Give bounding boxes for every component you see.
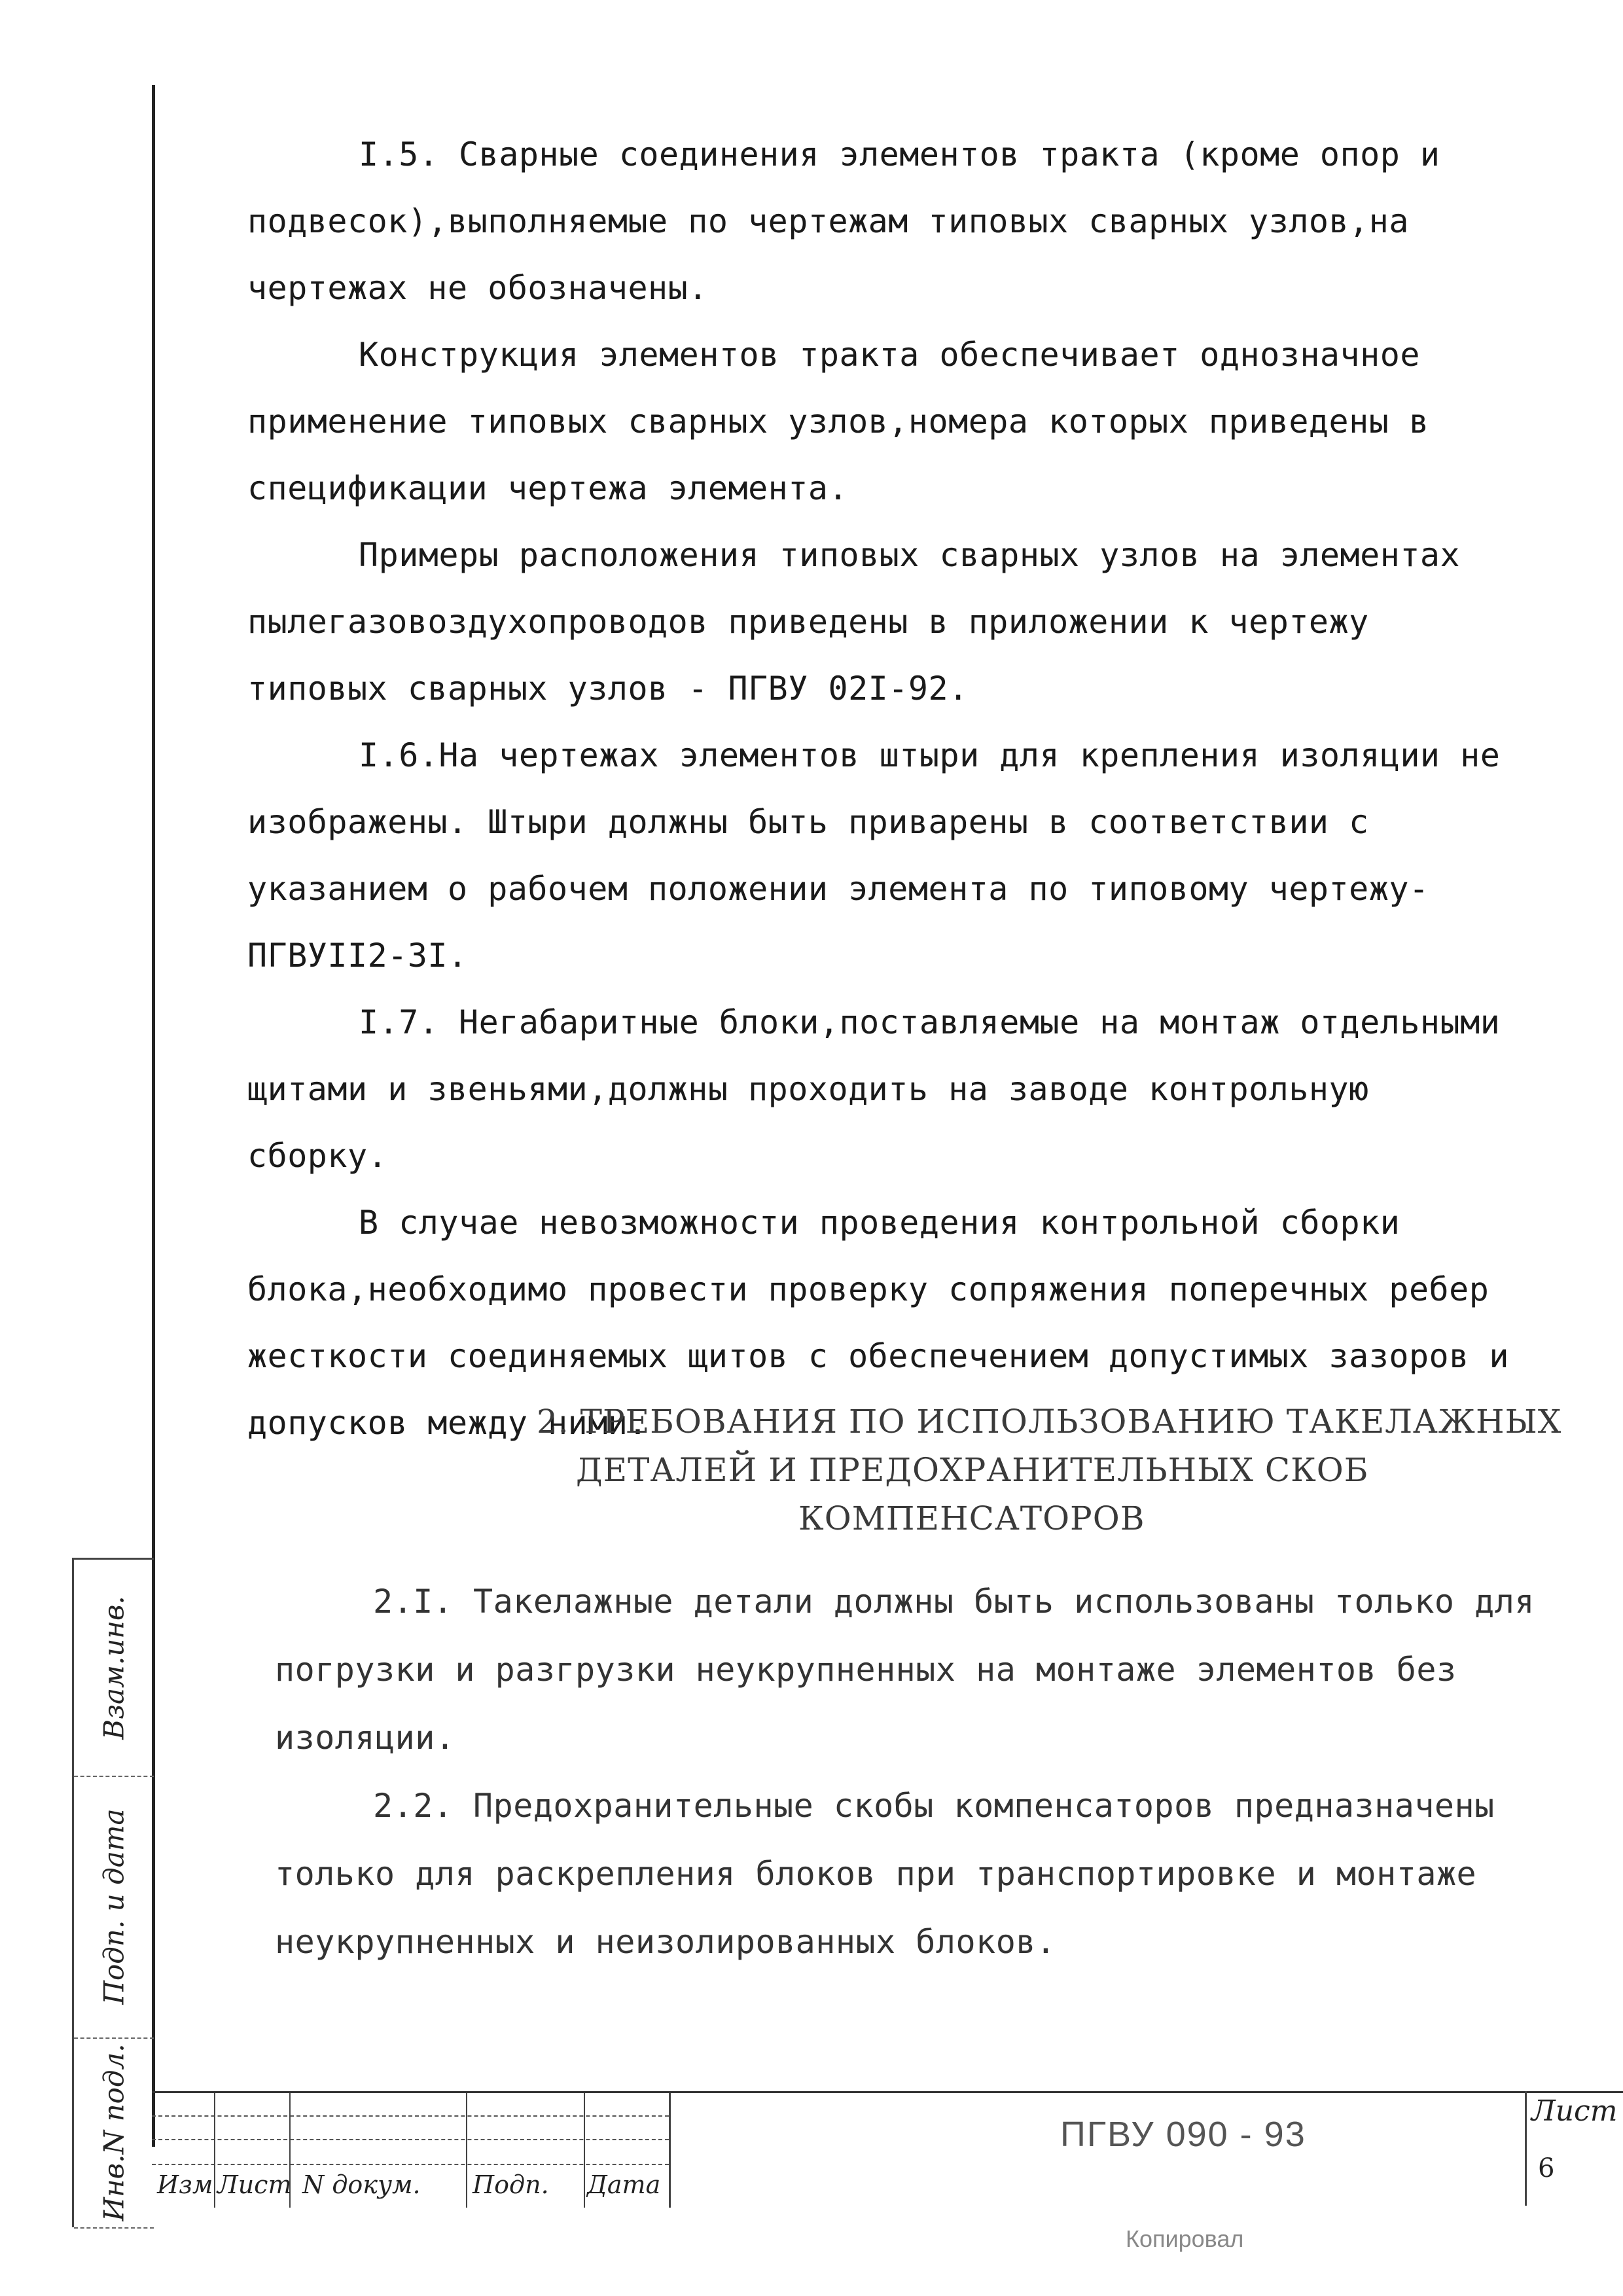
- paragraph-2-2: 2.2. Предохранительные скобы компенсаторов предназначены только для раскрепления блоков при транспортировке и монтаже неукрупненных и неизолированных блоков.: [275, 1787, 1495, 1961]
- paragraph-1-6: I.6.На чертежах элементов штыри для крепления изоляции не изображены. Штыри должны быть приварены в соответствии с указанием о рабочем положении элемента по типовому чертежу-ПГВУII2-3I.: [247, 736, 1501, 975]
- side-stamp-label-inventory: Инв.N подл.: [98, 2043, 130, 2221]
- tb-label-signature: Подп.: [473, 2170, 549, 2199]
- footer-copied-note: Копировал: [1126, 2225, 1244, 2252]
- paragraph-2-1: 2.I. Такелажные детали должны быть использованы только для погрузки и разгрузки неукрупненных на монтаже элементов без изоляции.: [275, 1583, 1535, 1757]
- paragraph-construction: Конструкция элементов тракта обеспечивает однозначное применение типовых сварных узлов,номера которых приведены в спецификации чертежа элемента.: [247, 336, 1429, 507]
- tb-vline-1: [214, 2093, 215, 2208]
- title-block-grid: [152, 2093, 669, 2208]
- tb-vline-4: [584, 2093, 585, 2208]
- side-stamp-label-replacement: Взам.инв.: [98, 1596, 130, 1740]
- tb-label-change: Изм: [157, 2170, 213, 2199]
- body-section-1: [247, 121, 1562, 1456]
- tb-label-doc-number: N докум.: [302, 2170, 421, 2199]
- sheet-number: 6: [1538, 2153, 1555, 2183]
- tb-label-sheet: Лист: [217, 2170, 292, 2199]
- side-stamp-label-signature: Подп. и дата: [98, 1808, 130, 2005]
- tb-row-1: [152, 2093, 669, 2117]
- document-code: ПГВУ 090 - 93: [1060, 2115, 1306, 2154]
- sheet-label: Лист: [1531, 2094, 1618, 2128]
- heading-line-3: КОМПЕНСАТОРОВ: [798, 1499, 1145, 1537]
- tb-row-2: [152, 2115, 669, 2140]
- tb-row-3: [152, 2139, 669, 2165]
- side-stamp-cell-inventory: [74, 2037, 154, 2229]
- title-block: [152, 2091, 1623, 2208]
- paragraph-1-7: I.7. Негабаритные блоки,поставляемые на монтаж отдельными щитами и звеньями,должны проходить на заводе контрольную сборку.: [247, 1003, 1501, 1175]
- section-2-heading: [537, 1397, 1562, 1543]
- paragraph-control-assembly: В случае невозможности проведения контрольной сборки блока,необходимо провести проверку сопряжения поперечных ребер жесткости соединяемых щитов с обеспечением допустимых зазоров и допусков между ними.: [247, 1204, 1509, 1442]
- paragraph-1-5: I.5. Сварные соединения элементов тракта (кроме опор и подвесок),выполняемые по чертежам типовых сварных узлов,на чертежах не обозначены.: [247, 135, 1440, 307]
- paragraph-examples: Примеры расположения типовых сварных узлов на элементах пылегазовоздухопроводов приведены в приложении к чертежу типовых сварных узлов - ПГВУ 02I-92.: [247, 536, 1461, 708]
- side-stamp-box: [72, 1558, 154, 2227]
- side-stamp-cell-signature: [74, 1776, 154, 2039]
- heading-line-2: ДЕТАЛЕЙ И ПРЕДОХРАНИТЕЛЬНЫХ СКОБ: [576, 1451, 1369, 1489]
- tb-vline-3: [466, 2093, 467, 2208]
- side-stamp-cell-replacement: [74, 1560, 154, 1777]
- body-section-2: [275, 1568, 1551, 1976]
- tb-label-date: Дата: [587, 2170, 661, 2199]
- heading-line-1: 2. ТРЕБОВАНИЯ ПО ИСПОЛЬЗОВАНИЮ ТАКЕЛАЖНЫХ: [537, 1403, 1562, 1441]
